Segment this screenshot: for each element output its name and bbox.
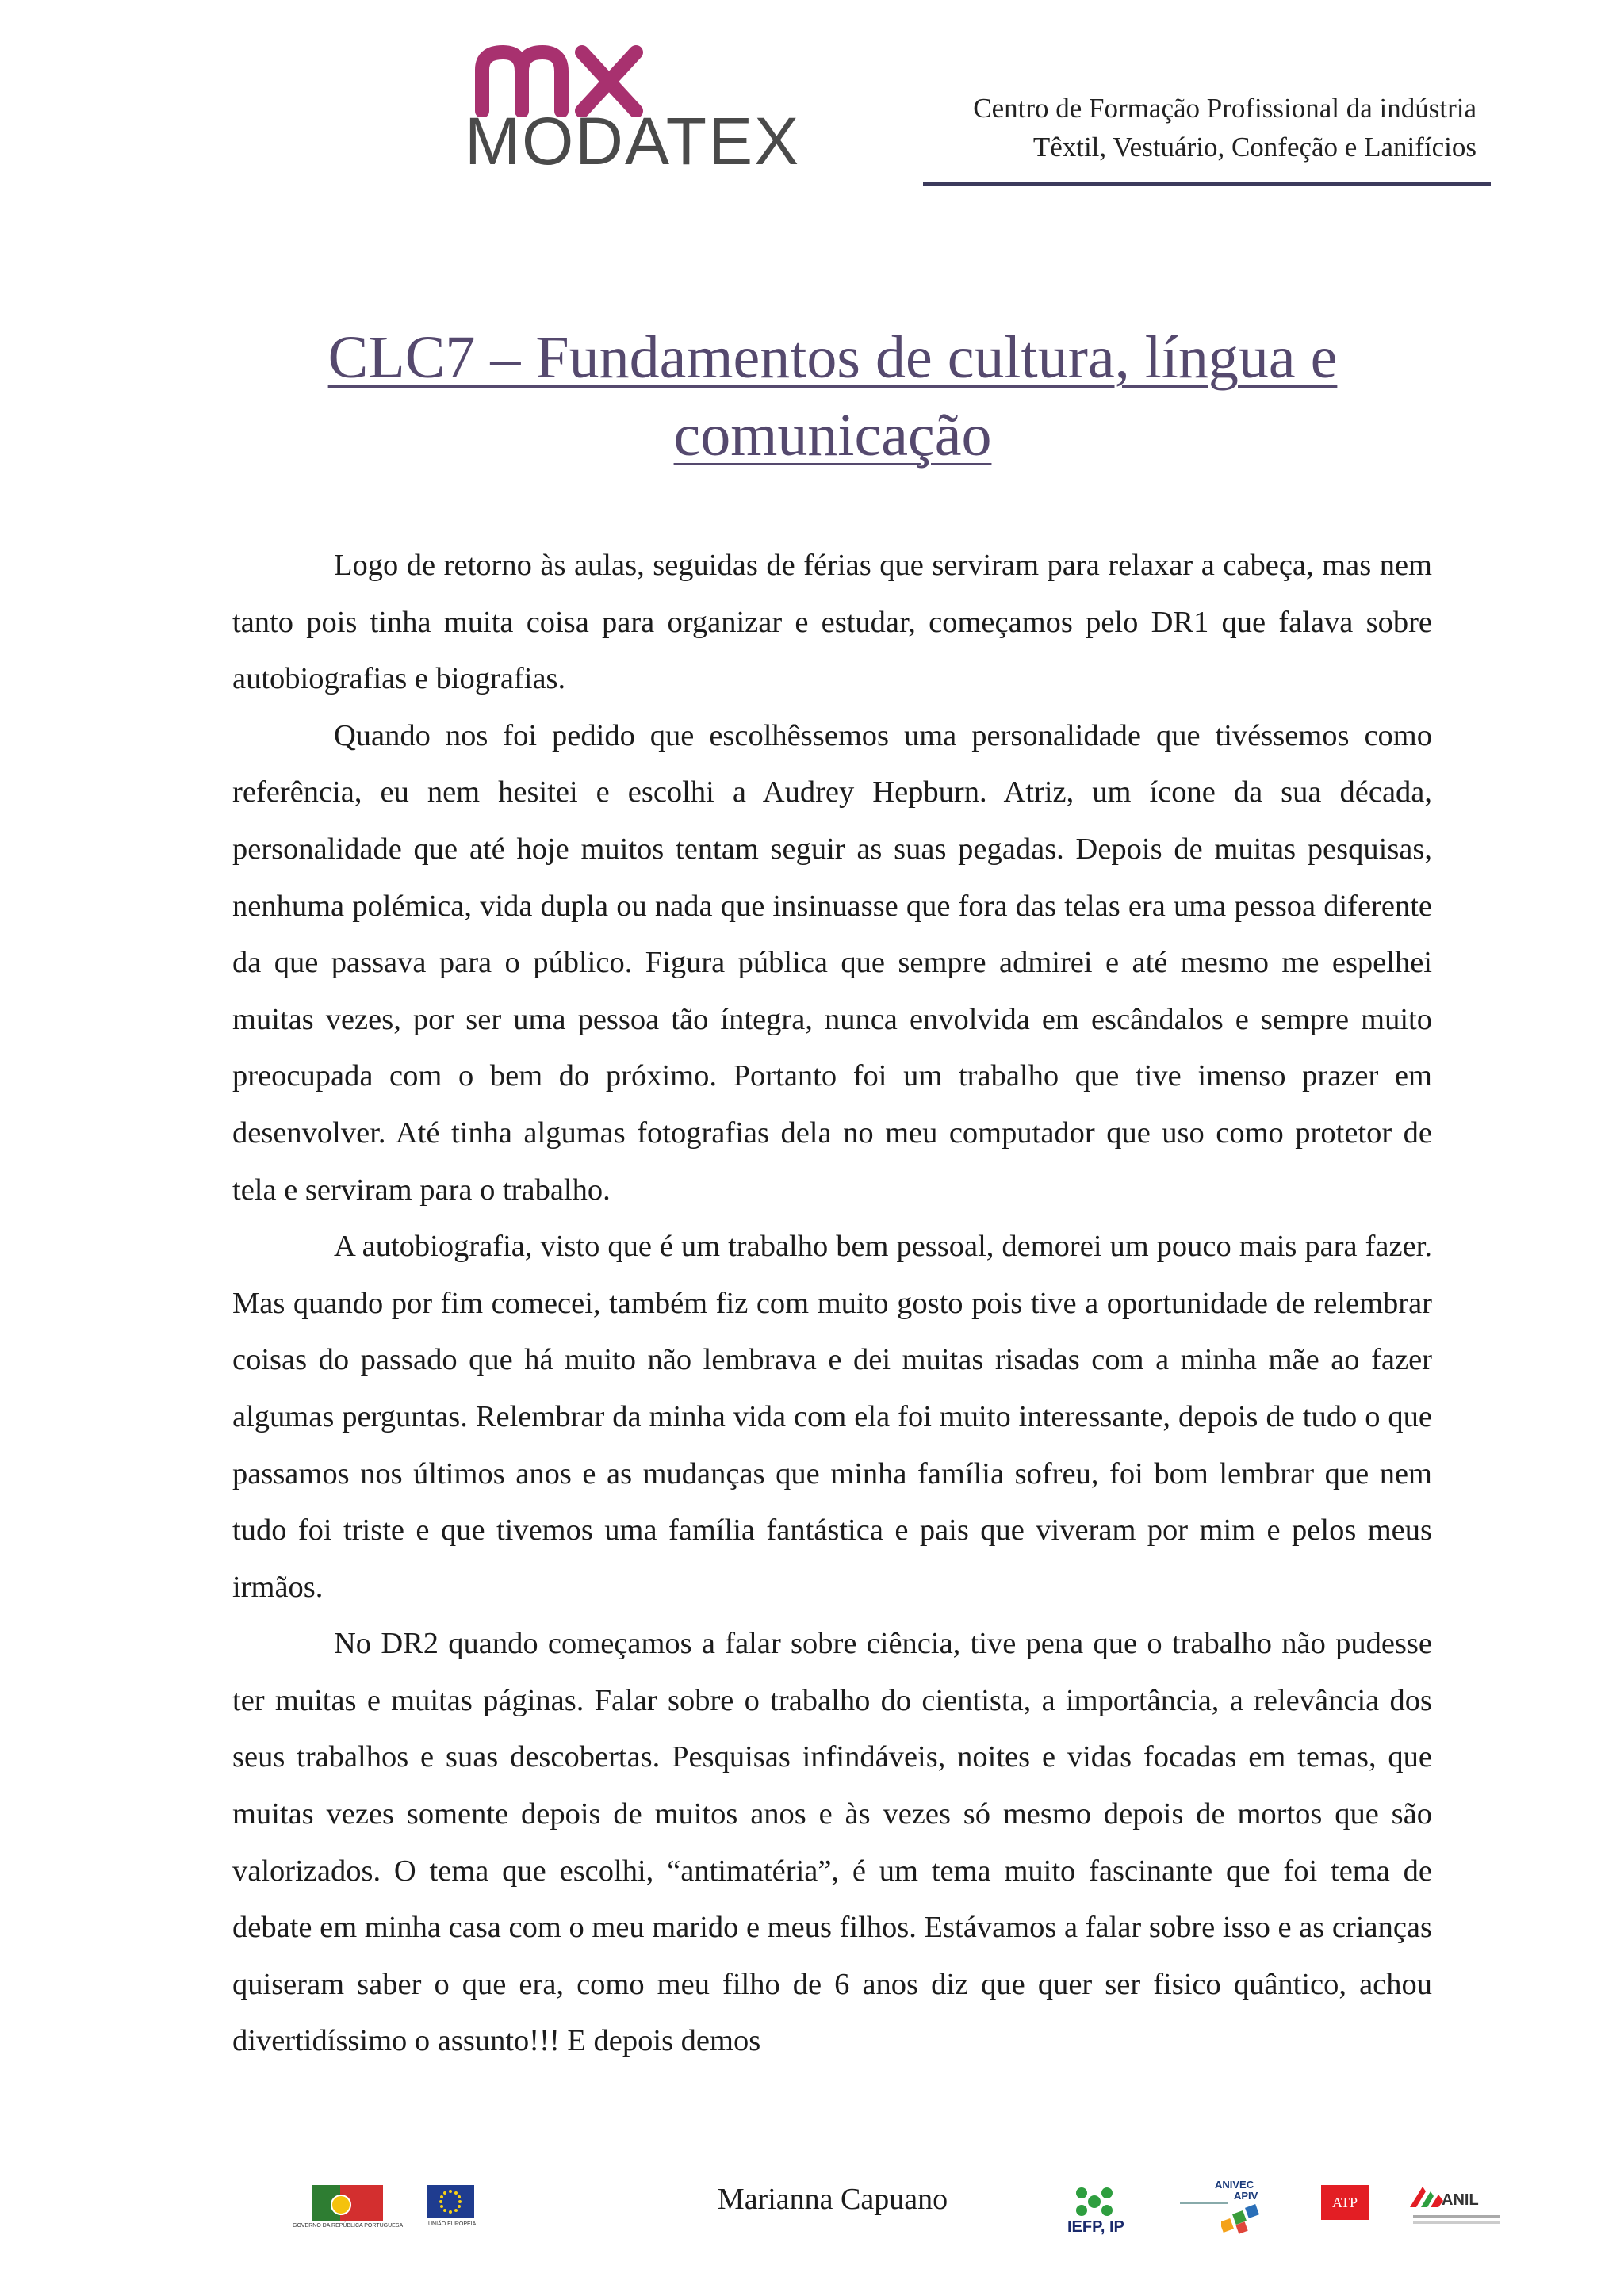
atp-label: ATP [1331, 2195, 1358, 2210]
body-text [232, 538, 1432, 2070]
paragraph: A autobiografia, visto que é um trabalho bem pessoal, demorei um pouco mais para fazer. Mas quando por fim comecei, também fiz com muito gosto pois tive a oportunidade de relembrar coisas do passado que há muito não lembrava e dei muitas risadas com a minha mãe ao fazer algumas perguntas. Relembrar da minha vida com ela foi muito interessante, depois de tudo o que passamos nos últimos anos e as mudanças que minha família sofreu, foi bom lembrar que nem tudo foi triste e que tivemos uma família fantástica e pais que viveram por mim e pelos meus irmãos. [232, 1230, 1432, 1604]
author-name: Marianna Capuano [717, 2183, 948, 2216]
iefp-label: IEFP, IP [1067, 2218, 1124, 2236]
apiv-label: APIV [1234, 2190, 1258, 2202]
header-divider [923, 182, 1491, 186]
anil-label: ANIL [1442, 2191, 1479, 2209]
paragraph: Logo de retorno às aulas, seguidas de férias que serviram para relaxar a cabeça, mas nem tanto pois tinha muita coisa para organizar e estudar, começamos pelo DR1 que falava sobre autobiografias e biografias. [232, 549, 1432, 696]
anivec-graphic-icon [1221, 2204, 1277, 2234]
page-title [238, 319, 1427, 474]
anil-logo [1407, 2183, 1518, 2233]
paragraph: No DR2 quando começamos a falar sobre ciência, tive pena que o trabalho não pudesse ter muitas e muitas páginas. Falar sobre o trabalho do cientista, a importância, a relevância dos seus trabalhos e suas descobertas. Pesquisas infindáveis, noites e vidas focadas em temas, que muitas vezes somente depois de muitos anos e às vezes só mesmo depois de mortos que são valorizados. O tema que escolhi, “antimatéria”, é um tema muito fascinante que foi tema de debate em minha casa com o meu marido e meus filhos. Estávamos a falar sobre isso e as crianças quiseram saber o que era, como meu filho de 6 anos diz que quer ser fisico quântico, achou divertidíssimo o assunto!!! E depois demos [232, 1627, 1432, 2058]
portugal-government-logo [293, 2185, 404, 2229]
anivec-apiv-logo [1180, 2179, 1299, 2234]
modatex-logo [465, 38, 801, 178]
anil-symbol-icon [1407, 2183, 1446, 2212]
iefp-logo [1063, 2185, 1126, 2237]
eu-flag-logo [427, 2185, 476, 2229]
title-line-1: CLC7 – Fundamentos de cultura, língua e [327, 324, 1338, 391]
title-line-2: comunicação [673, 402, 992, 469]
institution-name [973, 89, 1477, 166]
iefp-symbol-icon [1063, 2185, 1126, 2218]
logo-wordmark: MODATEX [465, 104, 801, 178]
institution-line-1: Centro de Formação Profissional da indústria [973, 93, 1477, 124]
portugal-caption: GOVERNO DA REPÚBLICA PORTUGUESA [293, 2223, 404, 2229]
institution-line-2: Têxtil, Vestuário, Confeção e Lanifícios [1032, 132, 1477, 163]
eu-caption: UNIÃO EUROPEIA [428, 2221, 477, 2227]
paragraph: Quando nos foi pedido que escolhêssemos uma personalidade que tivéssemos como referência, eu nem hesitei e escolhi a Audrey Hepburn. Atriz, um ícone da sua década, personalidade que até hoje muitos tentam seguir as suas pegadas. Depois de muitas pesquisas, nenhuma polémica, vida dupla ou nada que insinuasse que fora das telas era uma pessoa diferente da que passava para o público. Figura pública que sempre admirei e até mesmo me espelhei muitas vezes, por ser uma pessoa tão íntegra, nunca envolvida em escândalos e sempre muito preocupada com o bem do próximo. Portanto foi um trabalho que tive imenso prazer em desenvolver. Até tinha algumas fotografias dela no meu computador que uso como protetor de tela e serviram para o trabalho. [232, 718, 1432, 1207]
atp-logo [1321, 2185, 1370, 2229]
anivec-label: ANIVEC [1215, 2179, 1254, 2191]
eu-stars-icon [427, 2185, 474, 2218]
